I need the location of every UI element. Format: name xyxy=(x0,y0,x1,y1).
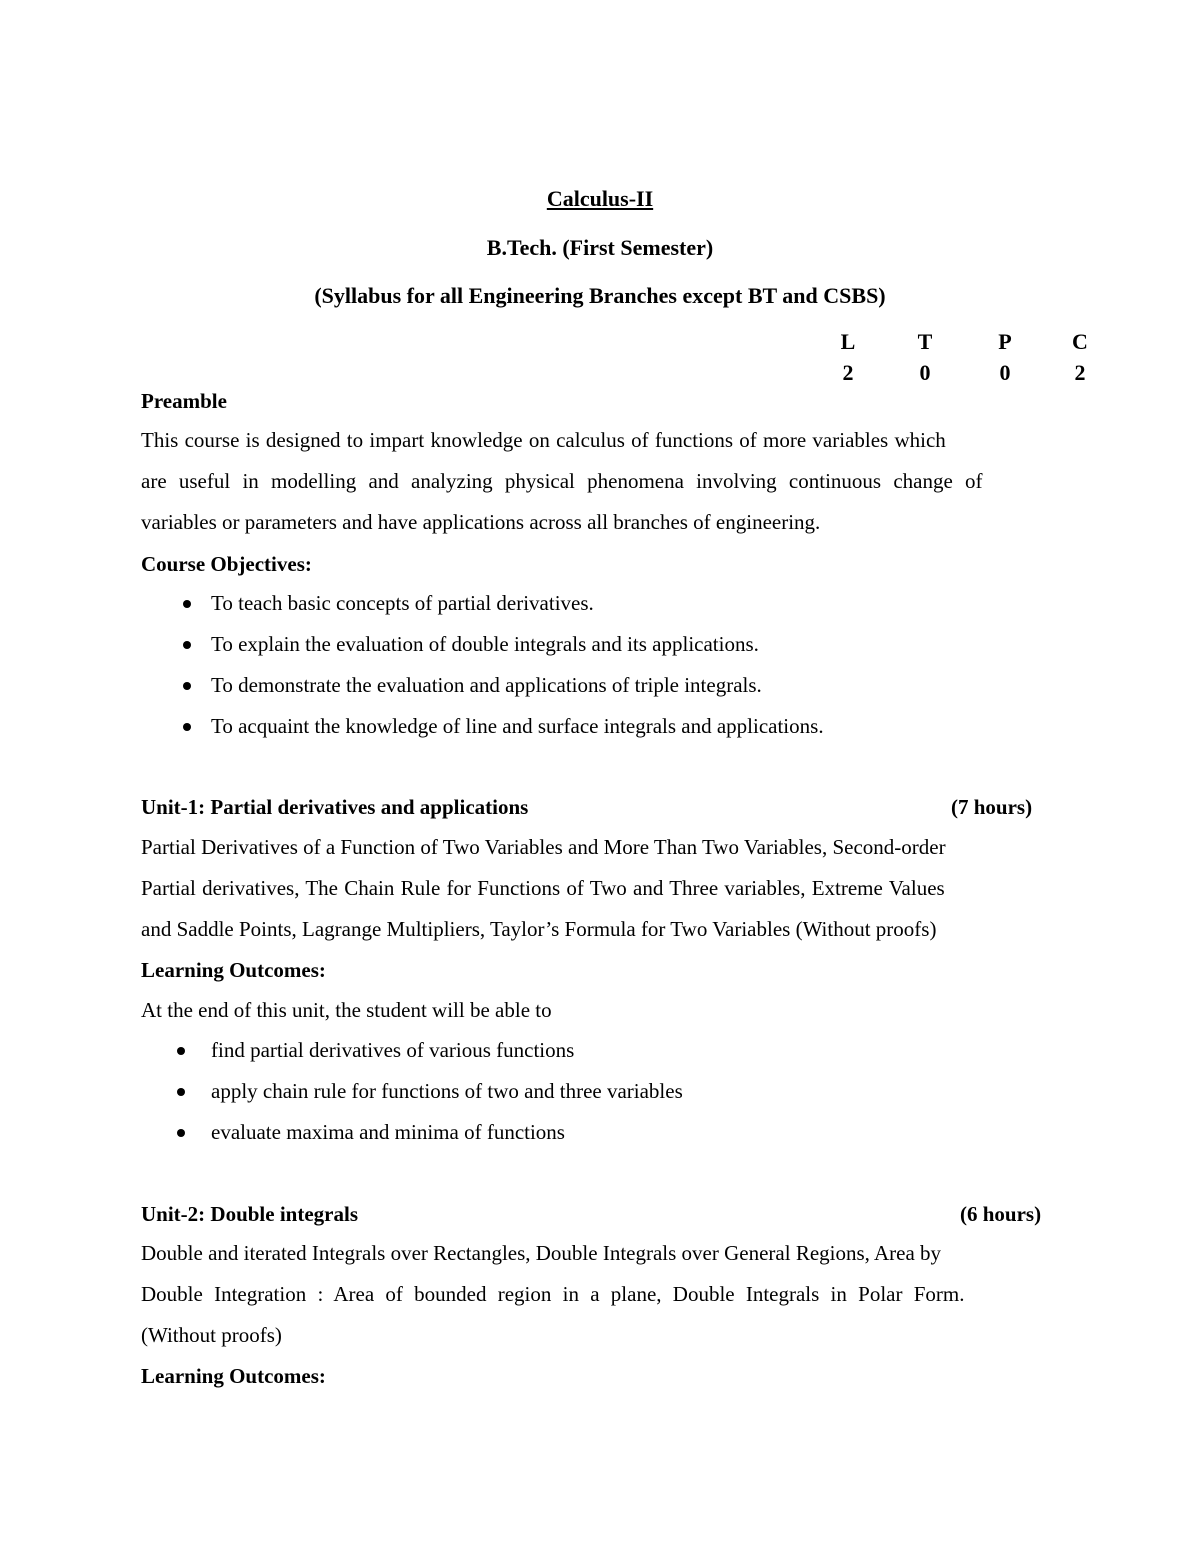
unit2-title: Unit-2: Double integrals xyxy=(141,1202,358,1226)
credit-value-t: 0 xyxy=(919,360,931,385)
list-item xyxy=(141,583,1059,624)
unit1-line: and Saddle Points, Lagrange Multipliers, Taylor’s Formula for Two Variables (Without proofs) xyxy=(141,917,937,941)
credit-value-c: 2 xyxy=(1074,360,1086,385)
unit2-header xyxy=(141,1202,1059,1227)
syllabus-scope: (Syllabus for all Engineering Branches except BT and CSBS) xyxy=(314,283,886,308)
bullet-icon xyxy=(183,723,191,731)
credit-label-l: L xyxy=(840,329,856,354)
outcome-text: find partial derivatives of various functions xyxy=(211,1038,575,1062)
bullet-icon xyxy=(183,682,191,690)
bullet-icon xyxy=(183,641,191,649)
unit1-outcomes-intro: At the end of this unit, the student will be able to xyxy=(141,998,552,1022)
objective-text: To demonstrate the evaluation and applications of triple integrals. xyxy=(211,673,762,697)
bullet-icon xyxy=(177,1088,185,1096)
unit1-line: Partial derivatives, The Chain Rule for Functions of Two and Three variables, Extreme Values xyxy=(141,876,945,900)
preamble-heading: Preamble xyxy=(141,389,227,413)
unit2-hours: (6 hours) xyxy=(960,1202,1042,1226)
preamble-line: are useful in modelling and analyzing physical phenomena involving continuous change of xyxy=(141,469,983,493)
bullet-icon xyxy=(177,1047,185,1055)
credit-label-t: T xyxy=(917,329,933,354)
unit1-header xyxy=(141,795,1059,820)
unit2-content xyxy=(141,1233,1059,1356)
credit-label-p: P xyxy=(998,329,1012,354)
program-subtitle: B.Tech. (First Semester) xyxy=(486,235,714,260)
preamble-line: This course is designed to impart knowledge on calculus of functions of more variables which xyxy=(141,428,946,452)
unit1-content xyxy=(141,827,1059,950)
unit2-line: Double Integration : Area of bounded region in a plane, Double Integrals in Polar Form. xyxy=(141,1282,965,1306)
objectives-heading: Course Objectives: xyxy=(141,552,312,576)
unit1-line: Partial Derivatives of a Function of Two Variables and More Than Two Variables, Second-order xyxy=(141,835,946,859)
unit2-line: (Without proofs) xyxy=(141,1323,282,1347)
credit-value-l: 2 xyxy=(842,360,854,385)
preamble-line: variables or parameters and have applications across all branches of engineering. xyxy=(141,510,821,534)
list-item xyxy=(141,1030,1059,1071)
bullet-icon xyxy=(177,1129,185,1137)
objective-text: To explain the evaluation of double integrals and its applications. xyxy=(211,632,759,656)
list-item xyxy=(141,624,1059,665)
unit1-outcomes-heading: Learning Outcomes: xyxy=(141,958,326,982)
unit1-hours: (7 hours) xyxy=(951,795,1033,819)
credit-value-p: 0 xyxy=(999,360,1011,385)
course-title: Calculus-II xyxy=(546,186,654,211)
list-item xyxy=(141,1071,1059,1112)
unit1-title: Unit-1: Partial derivatives and applications xyxy=(141,795,529,819)
unit2-line: Double and iterated Integrals over Rectangles, Double Integrals over General Regions, Area by xyxy=(141,1241,942,1265)
credit-label-c: C xyxy=(1072,329,1088,354)
objectives-list xyxy=(141,583,1059,747)
objective-text: To teach basic concepts of partial derivatives. xyxy=(211,591,594,615)
list-item xyxy=(141,1112,1059,1153)
outcome-text: evaluate maxima and minima of functions xyxy=(211,1120,565,1144)
bullet-icon xyxy=(183,600,191,608)
outcome-text: apply chain rule for functions of two and three variables xyxy=(211,1079,683,1103)
unit2-outcomes-heading: Learning Outcomes: xyxy=(141,1364,326,1388)
preamble-text xyxy=(141,420,1059,543)
objective-text: To acquaint the knowledge of line and surface integrals and applications. xyxy=(211,714,824,738)
list-item xyxy=(141,706,1059,747)
list-item xyxy=(141,665,1059,706)
unit1-outcomes-list xyxy=(141,1030,1059,1153)
